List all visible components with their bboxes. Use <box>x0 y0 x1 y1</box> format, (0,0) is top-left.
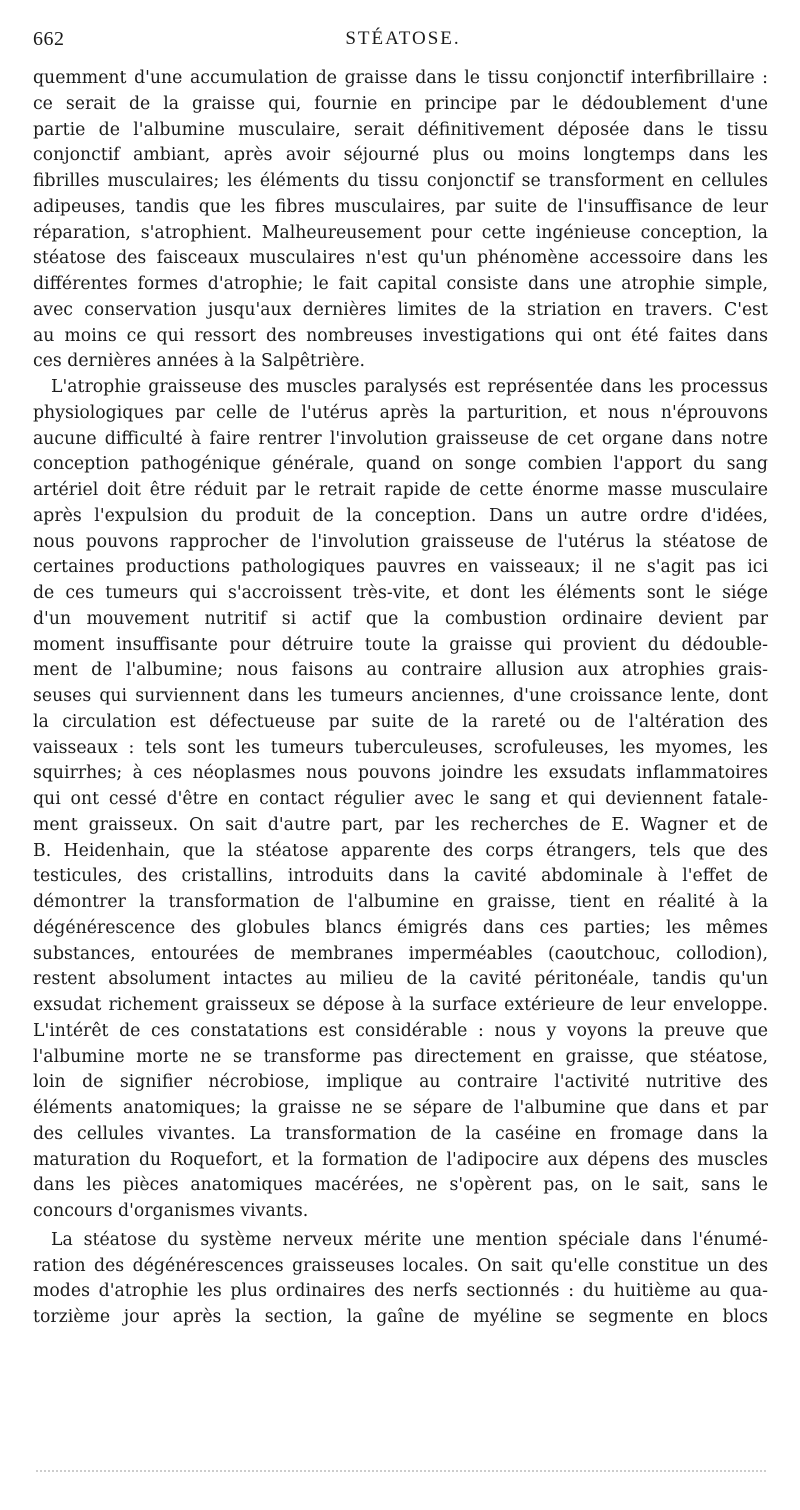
page-number: 662 <box>33 28 65 50</box>
paragraph-start-line: La stéatose du système nerveux mérite une mention spéciale dans l'énumé- <box>51 1229 768 1250</box>
footer-scan-dots <box>36 1470 766 1478</box>
text-line: fibrilles musculaires; les éléments du tissu conjonctif se transforment en cellules <box>33 171 768 191</box>
text-line: physiologiques par celle de l'utérus après la parturition, et nous n'éprouvons <box>33 402 768 423</box>
text-line: L'intérêt de ces constatations est considérable : nous y voyons la preuve que <box>33 1020 768 1041</box>
text-line: des cellules vivantes. La transformation de la caséine en fromage dans la <box>33 1123 768 1144</box>
text-line: ment de l'albumine; nous faisons au contraire allusion aux atrophies grais- <box>33 660 768 681</box>
text-line: stéatose des faisceaux musculaires n'est qu'un phénomène accessoire dans les <box>33 248 768 269</box>
text-line: ment graisseux. On sait d'autre part, par les recherches de E. Wagner et de <box>33 814 768 835</box>
text-line: squirrhes; à ces néoplasmes nous pouvons joindre les exsudats inflammatoires <box>33 763 768 784</box>
text-line: torzième jour après la section, la gaîne de myéline se segmente en blocs <box>33 1307 768 1327</box>
text-line: de ces tumeurs qui s'accroissent très-vite, et dont les éléments sont le siége <box>33 583 768 603</box>
running-title: STÉATOSE. <box>345 28 461 49</box>
text-line: différentes formes d'atrophie; le fait capital consiste dans une atrophie simple, <box>33 274 768 294</box>
text-line: aucune difficulté à faire rentrer l'involution graisseuse de cet organe dans notre <box>33 428 768 449</box>
text-line: certaines productions pathologiques pauvres en vaisseaux; il ne s'agit pas ici <box>33 557 768 578</box>
text-line: substances, entourées de membranes imperméables (caoutchouc, collodion), <box>33 943 768 964</box>
text-line: exsudat richement graisseux se dépose à la surface extérieure de leur enveloppe. <box>33 995 768 1015</box>
text-line: B. Heidenhain, que la stéatose apparente des corps étrangers, tels que des <box>33 840 768 861</box>
text-line: artériel doit être réduit par le retrait rapide de cette énorme masse musculaire <box>33 480 768 500</box>
text-line: dégénérescence des globules blancs émigrés dans ces parties; les mêmes <box>33 917 768 938</box>
text-line: restent absolument intactes au milieu de la cavité péritonéale, tandis qu'un <box>33 969 768 990</box>
text-line: loin de signifier nécrobiose, implique au contraire l'activité nutritive des <box>33 1072 768 1093</box>
text-line: moment insuffisante pour détruire toute la graisse qui provient du dédouble- <box>33 634 768 655</box>
text-line: l'albumine morte ne se transforme pas directement en graisse, que stéatose, <box>33 1046 768 1067</box>
text-line: qui ont cessé d'être en contact régulier avec le sang et qui deviennent fatale- <box>33 789 768 809</box>
text-line: éléments anatomiques; la graisse ne se sépare de l'albumine que dans et par <box>33 1098 768 1118</box>
body-text <box>33 66 768 1331</box>
text-line: quemment d'une accumulation de graisse dans le tissu conjonctif interfibrillaire : <box>33 68 768 88</box>
text-line: d'un mouvement nutritif si actif que la combustion ordinaire devient par <box>33 608 768 629</box>
text-line: dans les pièces anatomiques macérées, ne s'opèrent pas, on le sait, sans le <box>33 1175 768 1196</box>
text-line: réparation, s'atrophient. Malheureusement pour cette ingénieuse conception, la <box>33 222 768 243</box>
text-line: conjonctif ambiant, après avoir séjourné plus ou moins longtemps dans les <box>33 145 768 166</box>
text-line: vaisseaux : tels sont les tumeurs tuberculeuses, scrofuleuses, les myomes, les <box>33 737 768 758</box>
text-line: ces dernières années à la Salpêtrière. <box>33 351 365 372</box>
text-line: ce serait de la graisse qui, fournie en principe par le dédoublement d'une <box>33 93 768 114</box>
text-line: adipeuses, tandis que les fibres musculaires, par suite de l'insuffisance de leur <box>33 196 768 217</box>
text-line: au moins ce qui ressort des nombreuses investigations qui ont été faites dans <box>33 325 768 346</box>
text-line: ration des dégénérescences graisseuses locales. On sait qu'elle constitue un des <box>33 1255 768 1276</box>
text-line: avec conservation jusqu'aux dernières limites de la striation en travers. C'est <box>33 299 768 320</box>
page-header <box>33 28 773 58</box>
text-line: concours d'organismes vivants. <box>33 1201 309 1221</box>
text-line: maturation du Roquefort, et la formation de l'adipocire aux dépens des muscles <box>33 1149 768 1170</box>
text-line: la circulation est défectueuse par suite de la rareté ou de l'altération des <box>33 711 768 732</box>
text-line: testicules, des cristallins, introduits dans la cavité abdominale à l'effet de <box>33 866 768 887</box>
text-line: seuses qui surviennent dans les tumeurs anciennes, d'une croissance lente, dont <box>33 686 768 706</box>
text-line: modes d'atrophie les plus ordinaires des nerfs sectionnés : du huitième au qua- <box>33 1281 768 1302</box>
text-line: partie de l'albumine musculaire, serait définitivement déposée dans le tissu <box>33 119 768 140</box>
paragraph-start-line: L'atrophie graisseuse des muscles paralysés est représentée dans les processus <box>51 377 768 397</box>
text-line: démontrer la transformation de l'albumine en graisse, tient en réalité à la <box>33 892 768 912</box>
text-line: conception pathogénique générale, quand on songe combien l'apport du sang <box>33 454 768 475</box>
text-line: après l'expulsion du produit de la conception. Dans un autre ordre d'idées, <box>33 505 768 526</box>
text-line: nous pouvons rapprocher de l'involution graisseuse de l'utérus la stéatose de <box>33 531 768 552</box>
